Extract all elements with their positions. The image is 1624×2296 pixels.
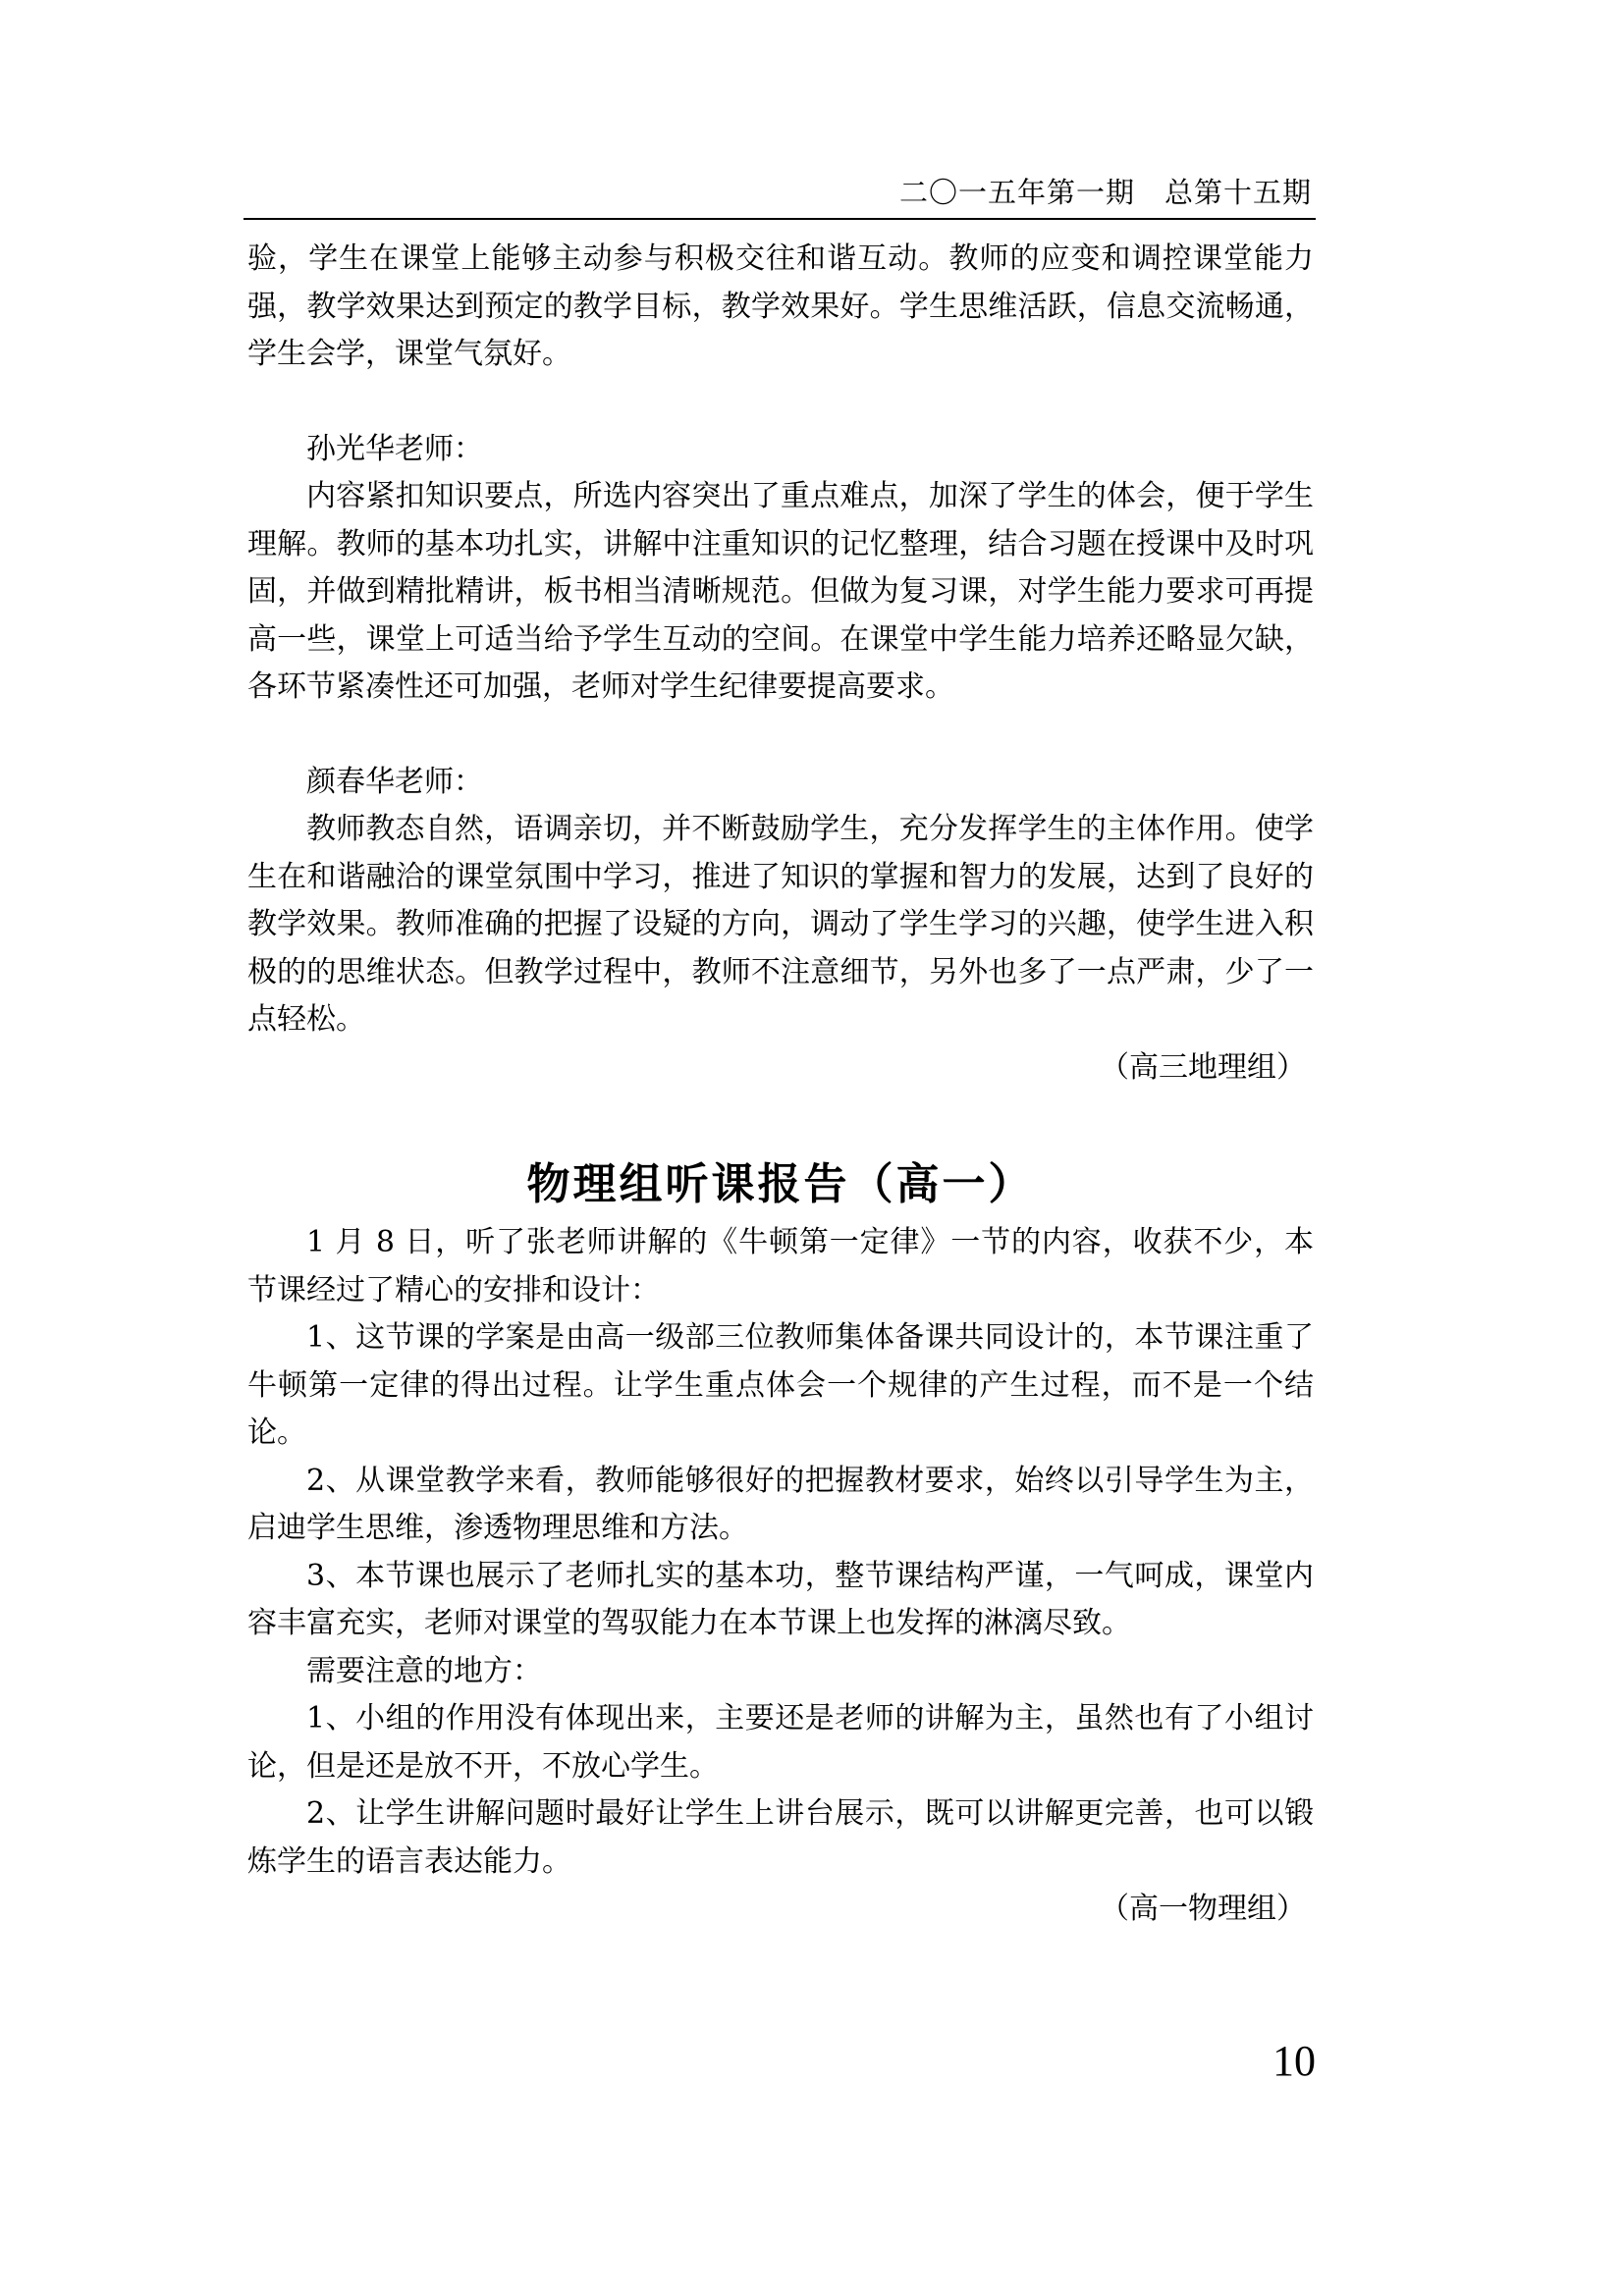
issue-label: 二〇一五年第一期 总第十五期 xyxy=(898,176,1312,209)
report-title: 物理组听课报告（高一） xyxy=(526,1159,1035,1209)
report-paragraph: 1、这节课的学案是由高一级部三位教师集体备课共同设计的，本节课注重了牛顿第一定律的得出过程。让学生重点体会一个规律的产生过程，而不是一个结论。 xyxy=(247,1320,1314,1450)
report-paragraph: 需要注意的地方： xyxy=(306,1653,542,1688)
reviewer-comment: 内容紧扣知识要点，所选内容突出了重点难点，加深了学生的体会，便于学生理解。教师的基本功扎实，讲解中注重知识的记忆整理，结合习题在授课中及时巩固，并做到精批精讲，板书相当清晰规范。但做为复习课，对学生能力要求可再提高一些，课堂上可适当给予学生互动的空间。在课堂中学生能力培养还略显欠缺，各环节紧凑性还可加强，老师对学生纪律要提高要求。 xyxy=(247,479,1314,704)
report-paragraph: 2、让学生讲解问题时最好让学生上讲台展示，既可以讲解更完善，也可以锻炼学生的语言表达能力。 xyxy=(247,1796,1314,1879)
paragraph-gap xyxy=(247,712,1314,759)
section-gap xyxy=(247,1092,1314,1150)
section-signature: （高三地理组） xyxy=(1100,1049,1306,1085)
reviewer-comment: 教师教态自然，语调亲切，并不断鼓励学生，充分发挥学生的主体作用。使学生在和谐融洽的课堂氛围中学习，推进了知识的掌握和智力的发展，达到了良好的教学效果。教师准确的把握了设疑的方向，调动了学生学习的兴趣，使学生进入积极的的思维状态。但教学过程中，教师不注意细节，另外也多了一点严肃，少了一点轻松。 xyxy=(247,812,1314,1037)
page-content xyxy=(247,236,1314,1934)
report-paragraph: 1、小组的作用没有体现出来，主要还是老师的讲解为主，虽然也有了小组讨论，但是还是放不开，不放心学生。 xyxy=(247,1701,1314,1784)
running-header xyxy=(244,173,1316,218)
continued-paragraph: 验，学生在课堂上能够主动参与积极交往和谐互动。教师的应变和调控课堂能力强，教学效果达到预定的教学目标，教学效果好。学生思维活跃，信息交流畅通，学生会学，课堂气氛好。 xyxy=(247,241,1314,371)
report-paragraph: 2、从课堂教学来看，教师能够很好的把握教材要求，始终以引导学生为主，启迪学生思维，渗透物理思维和方法。 xyxy=(247,1463,1314,1545)
report-paragraph: 3、本节课也展示了老师扎实的基本功，整节课结构严谨，一气呵成，课堂内容丰富充实，老师对课堂的驾驭能力在本节课上也发挥的淋漓尽致。 xyxy=(247,1558,1314,1640)
header-rule xyxy=(244,218,1316,220)
reviewer-name: 孙光华老师： xyxy=(306,431,483,466)
report-signature: （高一物理组） xyxy=(1100,1892,1306,1926)
page-number: 10 xyxy=(1272,2037,1316,2085)
reviewer-name: 颜春华老师： xyxy=(306,764,483,799)
paragraph-gap xyxy=(247,379,1314,426)
report-paragraph: 1 月 8 日，听了张老师讲解的《牛顿第一定律》一节的内容，收获不少，本节课经过了精心的安排和设计： xyxy=(247,1225,1314,1308)
